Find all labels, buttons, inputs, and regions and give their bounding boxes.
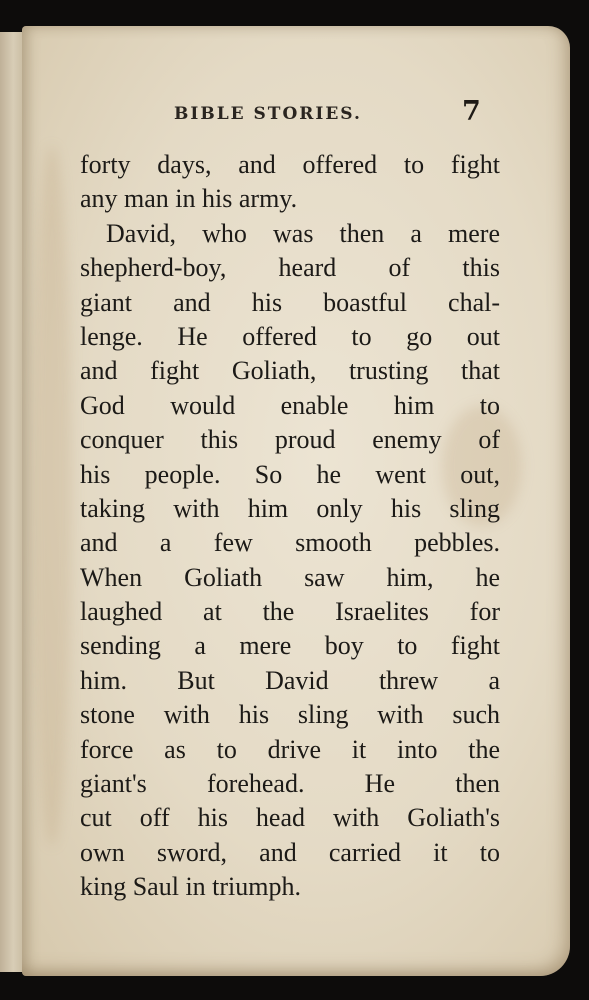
page-number: 7 bbox=[462, 96, 481, 127]
text-line: laughed at the Israelites for bbox=[80, 597, 500, 627]
text-line: sending a mere boy to fight bbox=[80, 631, 500, 661]
text-line: force as to drive it into the bbox=[80, 734, 500, 764]
text-line: own sword, and carried it to bbox=[80, 837, 500, 867]
text-line: When Goliath saw him, he bbox=[80, 562, 500, 592]
text-line: his people. So he went out, bbox=[80, 459, 500, 489]
text-line: cut off his head with Goliath's bbox=[80, 803, 500, 833]
text-line: giant's forehead. He then bbox=[80, 769, 500, 799]
text-line: lenge. He offered to go out bbox=[80, 321, 500, 351]
text-line: God would enable him to bbox=[80, 390, 500, 420]
book-page bbox=[22, 26, 570, 976]
text-line: taking with him only his sling bbox=[80, 493, 500, 523]
text-line: king Saul in triumph. bbox=[80, 872, 301, 902]
text-line: giant and his boastful chal- bbox=[80, 287, 500, 317]
page-stain bbox=[32, 146, 72, 846]
text-line: shepherd-boy, heard of this bbox=[80, 253, 500, 283]
text-line: any man in his army. bbox=[80, 184, 298, 214]
book-spread bbox=[0, 26, 572, 978]
text-line: conquer this proud enemy of bbox=[80, 425, 500, 455]
text-line: him. But David threw a bbox=[80, 665, 500, 695]
text-line: and a few smooth pebbles. bbox=[80, 528, 500, 558]
text-line: David, who was then a mere bbox=[106, 218, 500, 248]
running-title: BIBLE STORIES. bbox=[174, 104, 362, 124]
body-text bbox=[80, 148, 500, 905]
text-line: and fight Goliath, trusting that bbox=[80, 356, 500, 386]
text-line: stone with his sling with such bbox=[80, 700, 500, 730]
text-line: forty days, and offered to fight bbox=[80, 150, 500, 179]
